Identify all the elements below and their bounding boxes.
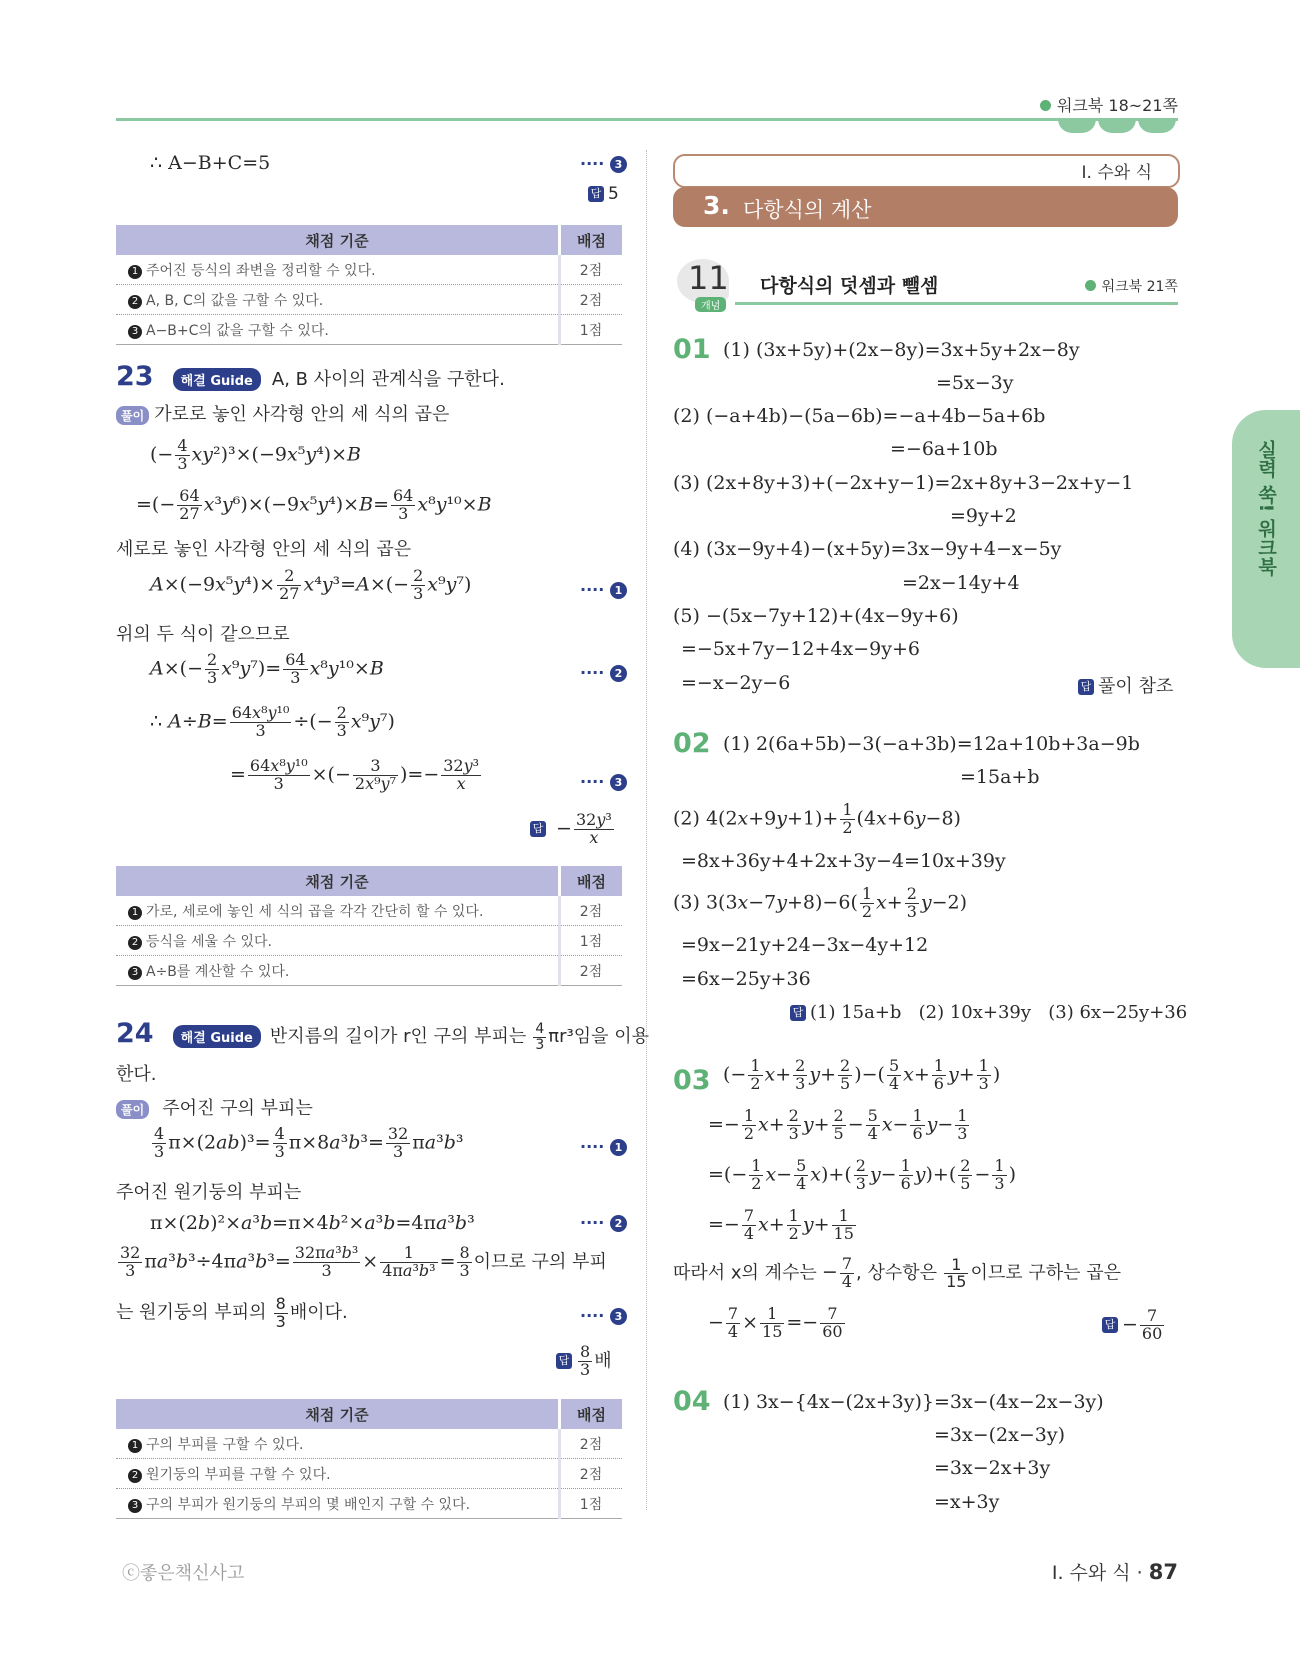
q24-expr-3: $\frac{32}{3}$ πa³b³÷4πa³b³= $\frac{\text{32πa³b³}}{3}$ × $\frac{1}{\text{4πa³b³}}$ = $\frac{8}{3}$ 이므로 구의 부피 [120,1243,607,1280]
table-header-points: 배점 [560,866,623,896]
workbook-reference [1040,93,1178,116]
mark-number: 1 [610,1139,627,1156]
publisher-footer: ⓒ좋은책신사고 [122,1563,245,1584]
guide-text-b: πr³임을 이용 [548,1026,650,1047]
q23-expr-5: ∴ A÷B= $\frac{\text{64x⁸y¹⁰}}{3}$ ÷(− $\frac{2}{3}$ x⁹y⁷) [150,703,395,740]
mark-number: 3 [610,156,627,173]
green-dot-icon [1040,100,1051,111]
solution-text: 가로로 놓인 사각형 안의 세 식의 곱은 [154,404,450,425]
chapter-bar [673,187,1178,227]
chapter-title: 다항식의 계산 [743,198,872,222]
q02-line: =6x−25y+36 [681,968,811,990]
table-row [116,1459,622,1489]
q24-line-cylinder: 주어진 원기둥의 부피는 [116,1182,302,1203]
header-rule [116,118,1178,121]
row-points: 1점 [560,926,623,956]
q24-conclusion: 는 원기둥의 부피의 $\frac{8}{3}$ 배이다. [116,1294,348,1331]
mark-number: 3 [610,1308,627,1325]
answer-icon: 답 [556,1353,572,1369]
row-number: 3 [128,325,142,339]
q24-solution-start [116,1094,313,1120]
answer-unit: 배 [594,1350,612,1372]
row-number: 1 [128,1439,142,1453]
header-wave-decoration [1058,118,1178,134]
question-02-number: 02 [673,728,711,759]
concept-title: 다항식의 덧셈과 뺄셈 [760,275,939,297]
row-number: 1 [128,265,142,279]
q24-expr-2: π×(2b)²×a³b=π×4b²×a³b=4πa³b³ [150,1212,475,1234]
row-number: 2 [128,1469,142,1483]
table-header-criteria: 채점 기준 [116,225,560,255]
q03-answer: 답 − $\frac{7}{60}$ [1102,1308,1166,1343]
q03-expr-2: =− $\frac{1}{2}$ x+ $\frac{2}{3}$ y+ $\frac{2}{5}$ − $\frac{5}{4}$ x− $\frac{1}{6}$ y− $\frac{1}{3}$ [708,1106,968,1143]
answer-icon: 답 [1102,1317,1118,1333]
q23-expr-6: = $\frac{\text{64x⁸y¹⁰}}{3}$ ×(− $\frac{3}{\text{2x⁹y⁷}}$ )=− $\frac{\text{32y³}}{x}$ [230,756,480,793]
page-number: 87 [1148,1560,1178,1584]
step-mark-3b: ···· 3 [580,772,631,791]
q03-text-b: , 상수항은 [856,1262,938,1284]
q23-expr-1: (− $\frac{4}{3}$ xy²)³×(−9x⁵y⁴)×B [150,436,361,473]
q01-line: =−x−2y−6 [681,672,791,694]
row-number: 2 [128,295,142,309]
row-text: A−B+C의 값을 구할 수 있다. [146,322,329,339]
question-01-number: 01 [673,334,711,365]
q02-line: (1) 2(6a+5b)−3(−a+3b)=12a+10b+3a−9b [723,733,1140,755]
concept-tag: 개념 [695,297,726,312]
q02-line: =9x−21y+24−3x−4y+12 [681,934,929,956]
step-mark-1: ···· 1 [580,580,631,599]
row-points: 1점 [560,1489,623,1519]
q03-text-a: 따라서 x의 계수는 [673,1262,817,1284]
q01-answer [1078,672,1173,698]
row-points: 2점 [560,255,623,285]
table-row [116,956,622,986]
solution-badge: 풀이 [116,1100,149,1119]
table-row [116,1489,622,1519]
solution-badge: 풀이 [116,406,149,425]
row-text: 주어진 등식의 좌변을 정리할 수 있다. [146,262,376,279]
q02-expr-2: (2) 4(2x+9y+1)+ $\frac{1}{2}$ (4x+6y−8) [673,800,961,837]
row-number: 3 [128,966,142,980]
q02-line: =15a+b [960,766,1040,788]
answer-top-value: 5 [608,184,619,204]
table-row [116,255,622,285]
guide-text: A, B 사이의 관계식을 구한다. [271,369,505,390]
step-mark-3: ···· 3 [580,154,631,173]
q01-line: =9y+2 [950,505,1017,527]
footer-unit: I. 수와 식 [1051,1562,1131,1584]
row-text: 원기둥의 부피를 구할 수 있다. [146,1466,331,1483]
q01-line: (2) (−a+4b)−(5a−6b)=−a+4b−5a+6b [673,405,1046,427]
mark-number: 2 [610,665,627,682]
question-number: 23 [116,361,154,392]
concept-rule [735,302,1178,305]
question-number: 24 [116,1018,154,1049]
mark-number: 1 [610,582,627,599]
q01-line: =2x−14y+4 [902,572,1020,594]
q04-line: =x+3y [934,1491,1000,1513]
row-points: 2점 [560,1429,623,1459]
q02-answer-text: (1) 15a+b (2) 10x+39y (3) 6x−25y+36 [810,1002,1188,1023]
step-mark-3c: ···· 3 [580,1306,631,1325]
question-23-header [116,361,505,392]
question-03-number: 03 [673,1065,711,1096]
q24-answer: 답 $\frac{8}{3}$ 배 [556,1344,612,1379]
mark-number: 2 [610,1215,627,1232]
concept-workbook-ref [1085,276,1178,296]
row-points: 2점 [560,956,623,986]
answer-icon: 답 [530,821,546,837]
table-row [116,896,622,926]
q03-expr-5: − $\frac{7}{4}$ × $\frac{1}{15}$ =− $\frac{7}{60}$ [708,1304,843,1341]
q24-expr-1: $\frac{4}{3}$ π×(2ab)³= $\frac{4}{3}$ π×8a³b³= $\frac{32}{3}$ πa³b³ [154,1124,464,1161]
answer-icon: 답 [790,1005,806,1021]
question-24-header [116,1018,649,1053]
guide-fraction: $\frac{4}{3}$ [535,1021,545,1053]
guide-text-c: 한다. [116,1064,157,1085]
unit-name: I. 수와 식 [1081,163,1152,183]
row-text: 구의 부피가 원기둥의 부피의 몇 배인지 구할 수 있다. [146,1496,471,1513]
q23-solution-start [116,400,449,426]
row-text: 구의 부피를 구할 수 있다. [146,1436,304,1453]
mark-number: 3 [610,774,627,791]
side-tab-label: 실력 쑥! 워크북 [1255,440,1277,576]
workbook-reference-text: 워크북 18~21쪽 [1056,96,1178,115]
row-number: 1 [128,906,142,920]
table-row [116,1429,622,1459]
concept-workbook-text: 워크북 21쪽 [1101,279,1178,295]
q03-expr-3: =(− $\frac{1}{2}$ x− $\frac{5}{4}$ x)+( $\frac{2}{3}$ y− $\frac{1}{6}$ y)+( $\frac{2}{5}$ − $\frac{1}{3}$ ) [708,1156,1016,1193]
concept-number: 11 [688,259,729,297]
q23-line-vertical: 세로로 놓인 사각형 안의 세 식의 곱은 [116,539,412,560]
q23-expr-2: =(− $\frac{64}{27}$ x³y⁶)×(−9x⁵y⁴)×B= $\frac{64}{3}$ x⁸y¹⁰×B [136,486,492,523]
step-mark-1c: ···· 1 [580,1137,631,1156]
chapter-number: 3. [703,191,730,220]
q04-line: =3x−2x+3y [934,1457,1051,1479]
row-number: 2 [128,936,142,950]
table-row [116,315,622,345]
step-mark-2: ···· 2 [580,663,631,682]
row-points: 2점 [560,896,623,926]
q24-text-cylinder: 는 원기둥의 부피의 [116,1301,267,1323]
row-number: 3 [128,1499,142,1513]
conclusion-line: ∴ A−B+C=5 [150,152,271,174]
question-04-number: 04 [673,1386,711,1417]
step-mark-2c: ···· 2 [580,1213,631,1232]
q01-line: (4) (3x−9y+4)−(x+5y)=3x−9y+4−x−5y [673,538,1062,560]
page-footer: I. 수와 식 · 87 [1051,1560,1178,1584]
guide-badge: 해결 Guide [173,368,261,391]
q23-answer: 답 − $\frac{\text{32y³}}{x}$ [530,812,616,847]
row-text: A, B, C의 값을 구할 수 있다. [146,292,324,309]
q01-line: (3) (2x+8y+3)+(−2x+y−1)=2x+8y+3−2x+y−1 [673,472,1134,494]
table-row [116,285,622,315]
q01-answer-text: 풀이 참조 [1098,676,1174,697]
table-header-points: 배점 [560,1399,623,1429]
guide-badge: 해결 Guide [173,1025,261,1048]
scoring-table-3 [116,1399,622,1519]
row-points: 1점 [560,315,623,345]
q01-line: =−6a+10b [890,438,998,460]
q02-line: =8x+36y+4+2x+3y−4=10x+39y [681,850,1006,872]
q04-line: (1) 3x−{4x−(2x+3y)}=3x−(4x−2x−3y) [723,1391,1104,1413]
guide-text-a: 반지름의 길이가 r인 구의 부피는 [269,1026,527,1047]
q03-expr-4: =− $\frac{7}{4}$ x+ $\frac{1}{2}$ y+ $\frac{1}{15}$ [708,1206,854,1243]
q23-line-same: 위의 두 식이 같으므로 [116,624,290,645]
q01-line: (1) (3x+5y)+(2x−8y)=3x+5y+2x−8y [723,339,1080,361]
row-points: 2점 [560,1459,623,1489]
q23-expr-3: A×(−9x⁵y⁴)× $\frac{2}{27}$ x⁴y³=A×(− $\frac{2}{3}$ x⁹y⁷) [150,566,472,603]
q02-answer [790,1002,1187,1023]
answer-top [588,184,619,204]
table-row [116,926,622,956]
q01-line: =−5x+7y−12+4x−9y+6 [681,638,920,660]
row-points: 2점 [560,285,623,315]
scoring-table-1 [116,225,622,345]
q24-text-times: 배이다. [289,1301,348,1323]
q03-text-c: 이므로 구하는 곱은 [970,1262,1122,1284]
table-header-criteria: 채점 기준 [116,1399,560,1429]
q01-line: (5) −(5x−7y+12)+(4x−9y+6) [673,605,959,627]
row-text: 가로, 세로에 놓인 세 식의 곱을 각각 간단히 할 수 있다. [146,903,484,920]
scoring-table-2 [116,866,622,986]
q24-text-sphere: 이므로 구의 부피 [473,1251,607,1273]
q03-expr-1: (− $\frac{1}{2}$ x+ $\frac{2}{3}$ y+ $\frac{2}{5}$ )−( $\frac{5}{4}$ x+ $\frac{1}{6}$ y+ $\frac{1}{3}$ ) [723,1056,1001,1093]
answer-icon: 답 [588,186,604,202]
q01-line: =5x−3y [936,372,1014,394]
column-divider [646,150,647,1510]
solution-text: 주어진 구의 부피는 [162,1098,313,1119]
q23-expr-4: A×(− $\frac{2}{3}$ x⁹y⁷)= $\frac{64}{3}$ x⁸y¹⁰×B [150,650,384,687]
q03-conclusion: 따라서 x의 계수는 − $\frac{7}{4}$ , 상수항은 $\frac{1}{15}$ 이므로 구하는 곱은 [673,1254,1122,1292]
answer-icon: 답 [1078,679,1094,695]
q02-expr-3: (3) 3(3x−7y+8)−6( $\frac{1}{2}$ x+ $\frac{2}{3}$ y−2) [673,884,968,921]
row-text: 등식을 세울 수 있다. [146,933,272,950]
table-header-points: 배점 [560,225,623,255]
row-text: A÷B를 계산할 수 있다. [146,963,290,980]
table-header-criteria: 채점 기준 [116,866,560,896]
green-dot-icon [1085,280,1096,291]
q04-line: =3x−(2x−3y) [934,1424,1066,1446]
